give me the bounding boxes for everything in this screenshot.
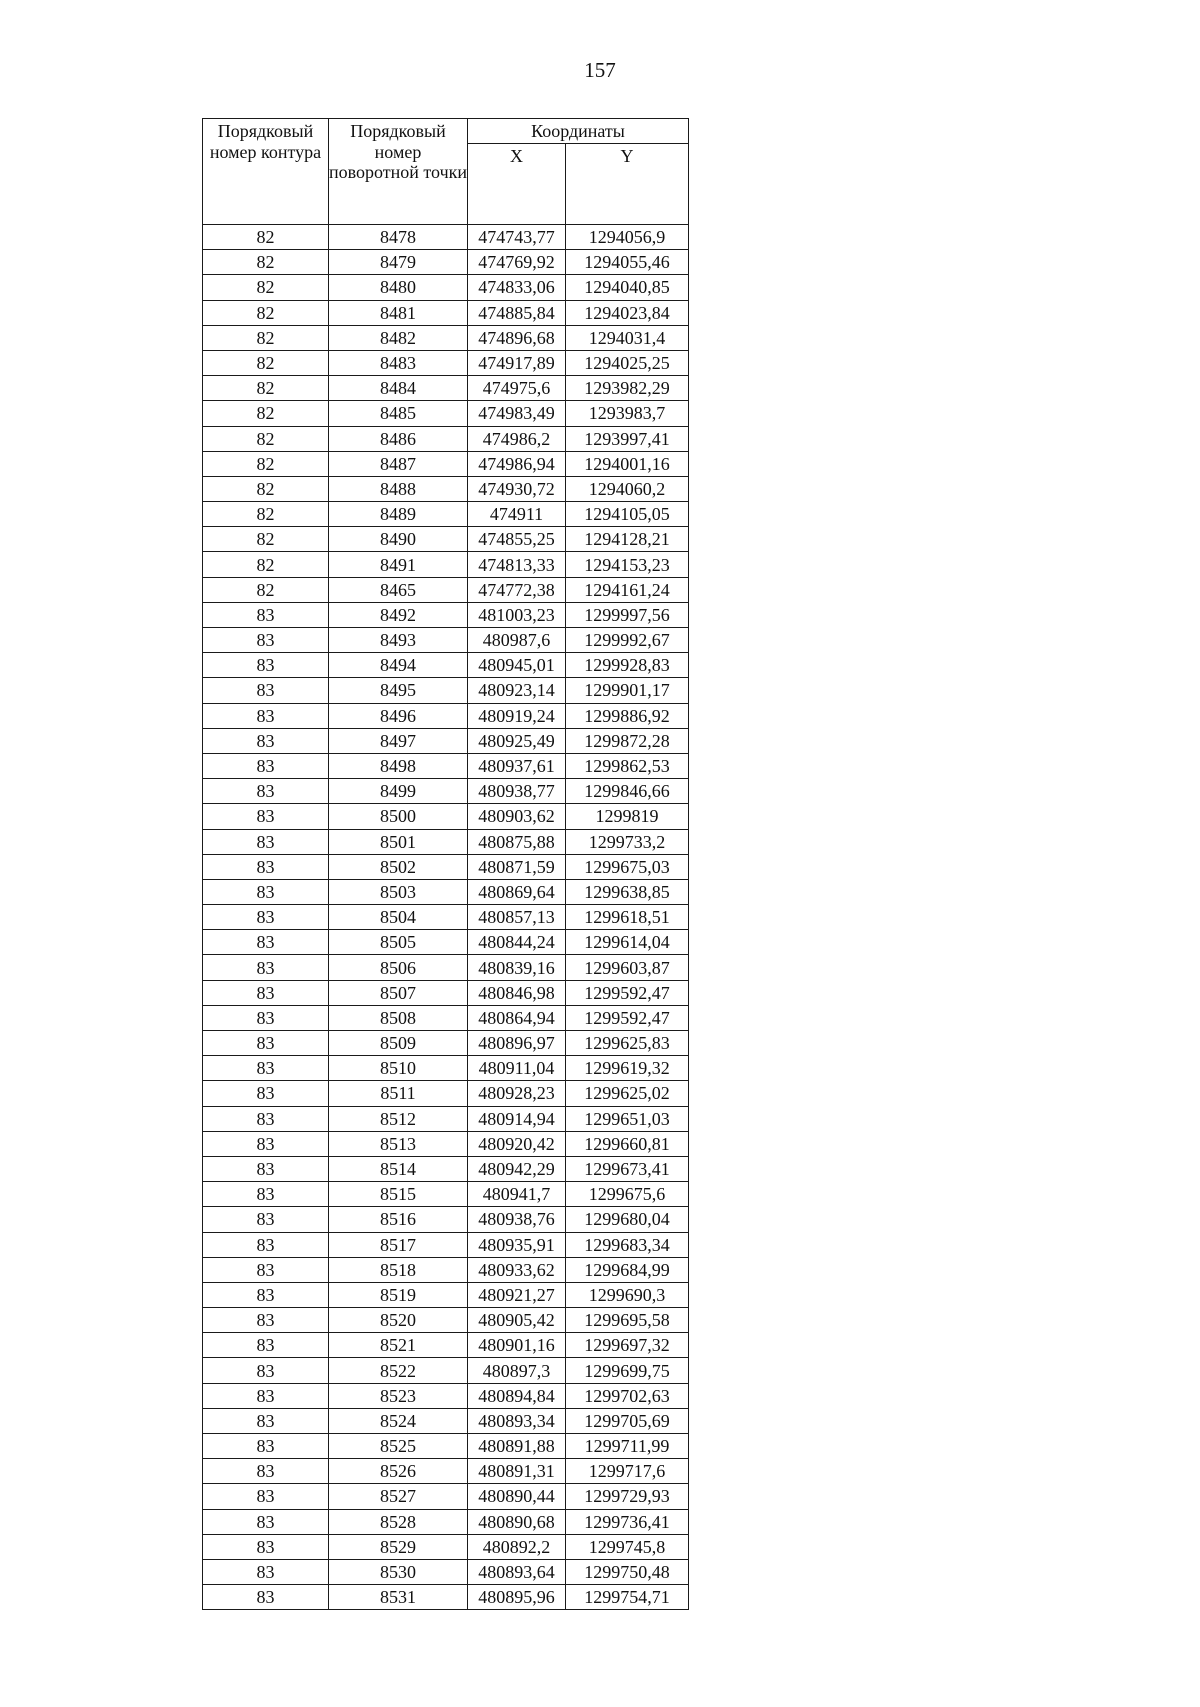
table-row	[203, 678, 689, 703]
cell-x: 480857,13	[468, 905, 566, 930]
cell-y: 1294001,16	[566, 451, 689, 476]
header-coordinates: Координаты	[468, 119, 689, 144]
table-row	[203, 1106, 689, 1131]
table-row	[203, 829, 689, 854]
cell-x: 480893,64	[468, 1559, 566, 1584]
cell-y: 1299625,02	[566, 1081, 689, 1106]
table-row	[203, 980, 689, 1005]
cell-point-number: 8488	[329, 476, 468, 501]
table-row	[203, 854, 689, 879]
cell-x: 480938,77	[468, 779, 566, 804]
cell-contour-number: 83	[203, 1282, 329, 1307]
cell-x: 474833,06	[468, 275, 566, 300]
cell-x: 480925,49	[468, 728, 566, 753]
cell-point-number: 8512	[329, 1106, 468, 1131]
cell-x: 480844,24	[468, 930, 566, 955]
cell-x: 480875,88	[468, 829, 566, 854]
cell-y: 1299872,28	[566, 728, 689, 753]
cell-x: 480921,27	[468, 1282, 566, 1307]
cell-point-number: 8511	[329, 1081, 468, 1106]
cell-y: 1299736,41	[566, 1509, 689, 1534]
cell-x: 480901,16	[468, 1333, 566, 1358]
header-y: Y	[566, 144, 689, 225]
cell-y: 1294161,24	[566, 577, 689, 602]
cell-x: 480869,64	[468, 879, 566, 904]
cell-contour-number: 83	[203, 1182, 329, 1207]
table-row	[203, 753, 689, 778]
cell-point-number: 8513	[329, 1131, 468, 1156]
cell-x: 480892,2	[468, 1534, 566, 1559]
cell-x: 480893,34	[468, 1408, 566, 1433]
cell-x: 480905,42	[468, 1308, 566, 1333]
cell-contour-number: 83	[203, 1559, 329, 1584]
table-row	[203, 527, 689, 552]
cell-x: 480937,61	[468, 753, 566, 778]
cell-x: 480919,24	[468, 703, 566, 728]
cell-y: 1299618,51	[566, 905, 689, 930]
cell-x: 480895,96	[468, 1585, 566, 1610]
cell-contour-number: 83	[203, 1257, 329, 1282]
cell-y: 1299819	[566, 804, 689, 829]
cell-x: 480987,6	[468, 628, 566, 653]
cell-contour-number: 82	[203, 250, 329, 275]
cell-contour-number: 83	[203, 1383, 329, 1408]
cell-y: 1294023,84	[566, 300, 689, 325]
cell-x: 480938,76	[468, 1207, 566, 1232]
cell-x: 474855,25	[468, 527, 566, 552]
table-row	[203, 225, 689, 250]
table-row	[203, 1509, 689, 1534]
table-row	[203, 401, 689, 426]
cell-y: 1294031,4	[566, 325, 689, 350]
cell-y: 1299733,2	[566, 829, 689, 854]
cell-point-number: 8529	[329, 1534, 468, 1559]
cell-y: 1299614,04	[566, 930, 689, 955]
cell-point-number: 8503	[329, 879, 468, 904]
cell-contour-number: 82	[203, 225, 329, 250]
cell-contour-number: 82	[203, 451, 329, 476]
table-row	[203, 325, 689, 350]
cell-y: 1299675,03	[566, 854, 689, 879]
cell-x: 474983,49	[468, 401, 566, 426]
cell-point-number: 8502	[329, 854, 468, 879]
cell-point-number: 8480	[329, 275, 468, 300]
cell-point-number: 8487	[329, 451, 468, 476]
table-row	[203, 1358, 689, 1383]
cell-contour-number: 83	[203, 678, 329, 703]
cell-contour-number: 82	[203, 350, 329, 375]
cell-x: 474896,68	[468, 325, 566, 350]
cell-x: 480846,98	[468, 980, 566, 1005]
cell-contour-number: 83	[203, 1358, 329, 1383]
cell-x: 480911,04	[468, 1056, 566, 1081]
cell-contour-number: 82	[203, 552, 329, 577]
cell-y: 1299592,47	[566, 980, 689, 1005]
cell-contour-number: 83	[203, 1081, 329, 1106]
table-row	[203, 426, 689, 451]
table-row	[203, 930, 689, 955]
cell-x: 474813,33	[468, 552, 566, 577]
cell-contour-number: 82	[203, 300, 329, 325]
cell-point-number: 8482	[329, 325, 468, 350]
cell-x: 481003,23	[468, 602, 566, 627]
cell-point-number: 8521	[329, 1333, 468, 1358]
cell-contour-number: 83	[203, 1585, 329, 1610]
cell-x: 480945,01	[468, 653, 566, 678]
table-row	[203, 1559, 689, 1584]
cell-point-number: 8486	[329, 426, 468, 451]
cell-contour-number: 83	[203, 703, 329, 728]
cell-contour-number: 83	[203, 1534, 329, 1559]
cell-point-number: 8510	[329, 1056, 468, 1081]
cell-contour-number: 83	[203, 1308, 329, 1333]
table-row	[203, 804, 689, 829]
cell-y: 1294025,25	[566, 350, 689, 375]
cell-x: 480871,59	[468, 854, 566, 879]
cell-y: 1299901,17	[566, 678, 689, 703]
cell-contour-number: 83	[203, 854, 329, 879]
cell-contour-number: 83	[203, 1106, 329, 1131]
table-row	[203, 1534, 689, 1559]
cell-y: 1293983,7	[566, 401, 689, 426]
cell-point-number: 8507	[329, 980, 468, 1005]
cell-x: 474911	[468, 502, 566, 527]
cell-contour-number: 83	[203, 1408, 329, 1433]
cell-x: 474743,77	[468, 225, 566, 250]
cell-y: 1294128,21	[566, 527, 689, 552]
table-row	[203, 879, 689, 904]
cell-contour-number: 83	[203, 653, 329, 678]
cell-x: 480890,44	[468, 1484, 566, 1509]
cell-y: 1299729,93	[566, 1484, 689, 1509]
cell-point-number: 8492	[329, 602, 468, 627]
cell-contour-number: 83	[203, 1031, 329, 1056]
cell-point-number: 8501	[329, 829, 468, 854]
cell-point-number: 8490	[329, 527, 468, 552]
cell-y: 1299717,6	[566, 1459, 689, 1484]
cell-x: 480839,16	[468, 955, 566, 980]
table-row	[203, 628, 689, 653]
cell-contour-number: 83	[203, 779, 329, 804]
cell-point-number: 8527	[329, 1484, 468, 1509]
cell-y: 1299675,6	[566, 1182, 689, 1207]
table-row	[203, 1585, 689, 1610]
table-row	[203, 376, 689, 401]
cell-point-number: 8481	[329, 300, 468, 325]
cell-y: 1299711,99	[566, 1434, 689, 1459]
cell-point-number: 8493	[329, 628, 468, 653]
cell-x: 474769,92	[468, 250, 566, 275]
table-row	[203, 1484, 689, 1509]
cell-y: 1299660,81	[566, 1131, 689, 1156]
cell-x: 480891,88	[468, 1434, 566, 1459]
cell-y: 1293997,41	[566, 426, 689, 451]
cell-y: 1299997,56	[566, 602, 689, 627]
cell-x: 480941,7	[468, 1182, 566, 1207]
cell-y: 1299619,32	[566, 1056, 689, 1081]
table-row	[203, 728, 689, 753]
cell-y: 1294105,05	[566, 502, 689, 527]
cell-y: 1299886,92	[566, 703, 689, 728]
cell-y: 1293982,29	[566, 376, 689, 401]
table-row	[203, 451, 689, 476]
cell-x: 480891,31	[468, 1459, 566, 1484]
cell-x: 474917,89	[468, 350, 566, 375]
table-row	[203, 955, 689, 980]
cell-contour-number: 83	[203, 1207, 329, 1232]
cell-y: 1299651,03	[566, 1106, 689, 1131]
cell-x: 480896,97	[468, 1031, 566, 1056]
cell-contour-number: 83	[203, 602, 329, 627]
cell-x: 480903,62	[468, 804, 566, 829]
cell-x: 480920,42	[468, 1131, 566, 1156]
cell-y: 1299702,63	[566, 1383, 689, 1408]
cell-point-number: 8505	[329, 930, 468, 955]
cell-contour-number: 83	[203, 980, 329, 1005]
table-row	[203, 1232, 689, 1257]
table-row	[203, 1408, 689, 1433]
table-row	[203, 1207, 689, 1232]
cell-point-number: 8489	[329, 502, 468, 527]
cell-contour-number: 83	[203, 1005, 329, 1030]
cell-point-number: 8484	[329, 376, 468, 401]
cell-x: 480894,84	[468, 1383, 566, 1408]
cell-x: 480914,94	[468, 1106, 566, 1131]
cell-contour-number: 83	[203, 930, 329, 955]
cell-x: 474885,84	[468, 300, 566, 325]
cell-y: 1299592,47	[566, 1005, 689, 1030]
cell-contour-number: 82	[203, 502, 329, 527]
cell-contour-number: 83	[203, 1131, 329, 1156]
table-row	[203, 602, 689, 627]
cell-y: 1294153,23	[566, 552, 689, 577]
cell-contour-number: 83	[203, 728, 329, 753]
coordinates-table	[202, 118, 689, 1610]
cell-y: 1299699,75	[566, 1358, 689, 1383]
table-row	[203, 1156, 689, 1181]
cell-point-number: 8495	[329, 678, 468, 703]
cell-point-number: 8525	[329, 1434, 468, 1459]
cell-contour-number: 82	[203, 325, 329, 350]
cell-contour-number: 83	[203, 804, 329, 829]
table-row	[203, 552, 689, 577]
cell-point-number: 8506	[329, 955, 468, 980]
cell-y: 1294056,9	[566, 225, 689, 250]
table-row	[203, 1383, 689, 1408]
cell-y: 1294040,85	[566, 275, 689, 300]
table-row	[203, 1131, 689, 1156]
cell-x: 480933,62	[468, 1257, 566, 1282]
cell-point-number: 8509	[329, 1031, 468, 1056]
cell-y: 1299683,34	[566, 1232, 689, 1257]
cell-contour-number: 83	[203, 955, 329, 980]
table-row	[203, 1031, 689, 1056]
cell-contour-number: 82	[203, 527, 329, 552]
table-row	[203, 1308, 689, 1333]
cell-point-number: 8508	[329, 1005, 468, 1030]
cell-point-number: 8520	[329, 1308, 468, 1333]
cell-point-number: 8516	[329, 1207, 468, 1232]
cell-contour-number: 82	[203, 401, 329, 426]
cell-contour-number: 82	[203, 476, 329, 501]
cell-x: 480897,3	[468, 1358, 566, 1383]
cell-point-number: 8523	[329, 1383, 468, 1408]
cell-x: 474772,38	[468, 577, 566, 602]
cell-y: 1299745,8	[566, 1534, 689, 1559]
cell-contour-number: 82	[203, 376, 329, 401]
cell-y: 1299680,04	[566, 1207, 689, 1232]
cell-y: 1299690,3	[566, 1282, 689, 1307]
cell-contour-number: 83	[203, 1509, 329, 1534]
cell-point-number: 8528	[329, 1509, 468, 1534]
cell-point-number: 8496	[329, 703, 468, 728]
cell-x: 474930,72	[468, 476, 566, 501]
cell-y: 1299846,66	[566, 779, 689, 804]
cell-point-number: 8522	[329, 1358, 468, 1383]
cell-x: 480935,91	[468, 1232, 566, 1257]
cell-contour-number: 83	[203, 628, 329, 653]
cell-point-number: 8485	[329, 401, 468, 426]
cell-contour-number: 83	[203, 829, 329, 854]
page-number: 157	[584, 58, 616, 82]
table-row	[203, 502, 689, 527]
cell-point-number: 8524	[329, 1408, 468, 1433]
cell-y: 1299684,99	[566, 1257, 689, 1282]
table-row	[203, 1282, 689, 1307]
table-row	[203, 1459, 689, 1484]
cell-y: 1299992,67	[566, 628, 689, 653]
cell-x: 474975,6	[468, 376, 566, 401]
table-row	[203, 1182, 689, 1207]
cell-x: 480864,94	[468, 1005, 566, 1030]
cell-point-number: 8530	[329, 1559, 468, 1584]
cell-point-number: 8526	[329, 1459, 468, 1484]
cell-y: 1299750,48	[566, 1559, 689, 1584]
table-row	[203, 779, 689, 804]
cell-point-number: 8483	[329, 350, 468, 375]
cell-point-number: 8500	[329, 804, 468, 829]
header-contour-number: Порядковый номер контура	[203, 119, 329, 225]
cell-contour-number: 82	[203, 426, 329, 451]
cell-point-number: 8504	[329, 905, 468, 930]
cell-contour-number: 83	[203, 1056, 329, 1081]
cell-y: 1299673,41	[566, 1156, 689, 1181]
cell-point-number: 8494	[329, 653, 468, 678]
cell-x: 474986,94	[468, 451, 566, 476]
table-row	[203, 1257, 689, 1282]
table-header	[203, 119, 689, 225]
cell-point-number: 8514	[329, 1156, 468, 1181]
table-row	[203, 1081, 689, 1106]
cell-point-number: 8518	[329, 1257, 468, 1282]
cell-y: 1299754,71	[566, 1585, 689, 1610]
cell-contour-number: 82	[203, 275, 329, 300]
cell-y: 1299625,83	[566, 1031, 689, 1056]
cell-point-number: 8519	[329, 1282, 468, 1307]
table-row	[203, 300, 689, 325]
cell-point-number: 8517	[329, 1232, 468, 1257]
cell-y: 1299638,85	[566, 879, 689, 904]
cell-x: 474986,2	[468, 426, 566, 451]
table-row	[203, 250, 689, 275]
cell-contour-number: 83	[203, 1232, 329, 1257]
table-body	[203, 225, 689, 1610]
table-row	[203, 905, 689, 930]
cell-contour-number: 83	[203, 1156, 329, 1181]
cell-point-number: 8499	[329, 779, 468, 804]
cell-point-number: 8479	[329, 250, 468, 275]
cell-y: 1299928,83	[566, 653, 689, 678]
cell-contour-number: 83	[203, 753, 329, 778]
table-row	[203, 1056, 689, 1081]
table-row	[203, 275, 689, 300]
table-row	[203, 476, 689, 501]
cell-point-number: 8497	[329, 728, 468, 753]
table-row	[203, 577, 689, 602]
cell-contour-number: 83	[203, 1484, 329, 1509]
cell-point-number: 8498	[329, 753, 468, 778]
cell-point-number: 8531	[329, 1585, 468, 1610]
cell-point-number: 8465	[329, 577, 468, 602]
cell-point-number: 8478	[329, 225, 468, 250]
cell-contour-number: 83	[203, 1434, 329, 1459]
header-x: X	[468, 144, 566, 225]
cell-contour-number: 83	[203, 905, 329, 930]
table-row	[203, 1434, 689, 1459]
cell-y: 1299695,58	[566, 1308, 689, 1333]
cell-y: 1294060,2	[566, 476, 689, 501]
table-row	[203, 350, 689, 375]
cell-y: 1294055,46	[566, 250, 689, 275]
cell-y: 1299705,69	[566, 1408, 689, 1433]
header-point-number: Порядковый номер поворотной точки	[329, 119, 468, 225]
cell-y: 1299862,53	[566, 753, 689, 778]
cell-contour-number: 83	[203, 879, 329, 904]
table-row	[203, 653, 689, 678]
cell-y: 1299603,87	[566, 955, 689, 980]
cell-point-number: 8491	[329, 552, 468, 577]
cell-contour-number: 83	[203, 1459, 329, 1484]
cell-y: 1299697,32	[566, 1333, 689, 1358]
cell-contour-number: 83	[203, 1333, 329, 1358]
cell-x: 480928,23	[468, 1081, 566, 1106]
cell-x: 480923,14	[468, 678, 566, 703]
cell-x: 480890,68	[468, 1509, 566, 1534]
cell-contour-number: 82	[203, 577, 329, 602]
cell-x: 480942,29	[468, 1156, 566, 1181]
table-row	[203, 703, 689, 728]
table-row	[203, 1005, 689, 1030]
cell-point-number: 8515	[329, 1182, 468, 1207]
table-row	[203, 1333, 689, 1358]
